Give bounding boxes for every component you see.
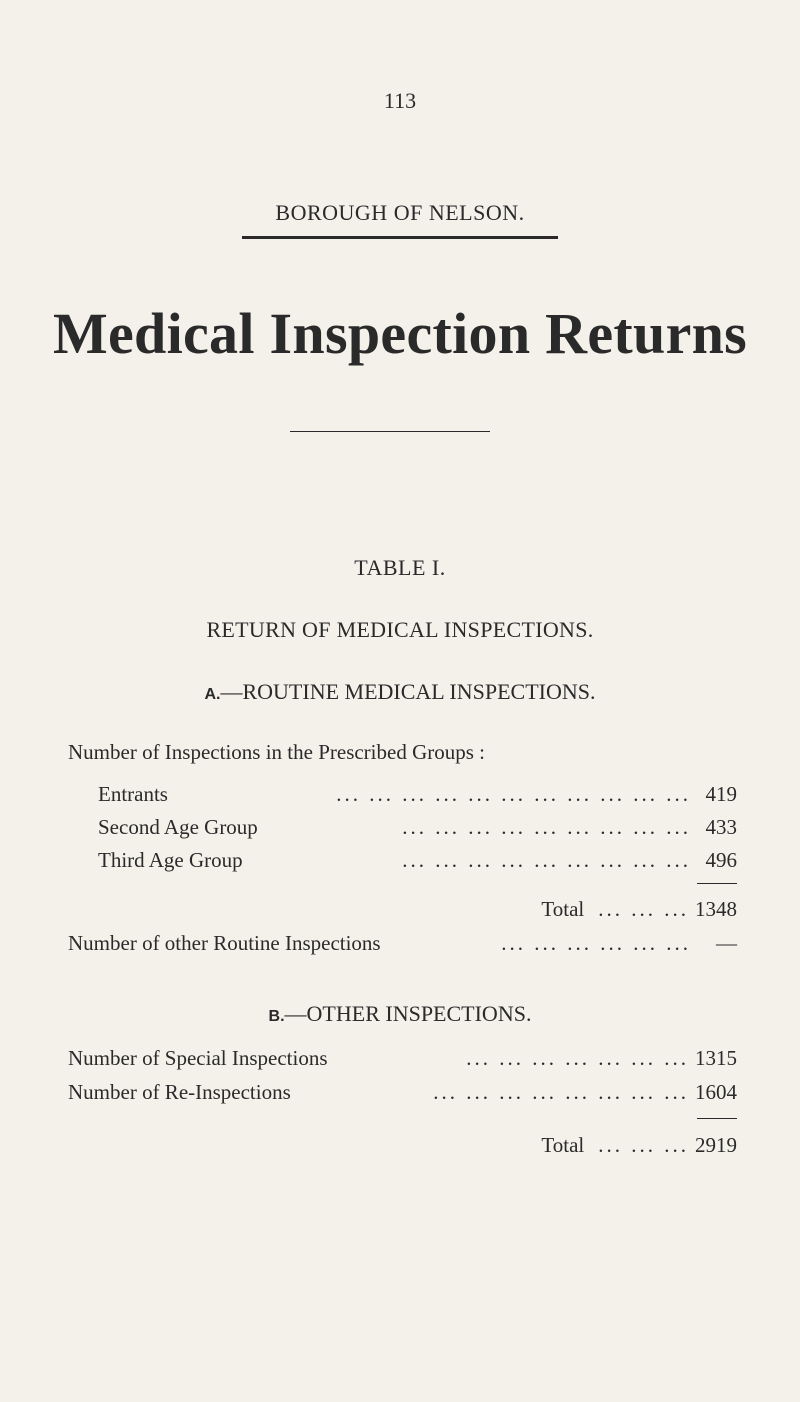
section-b-title: —OTHER INSPECTIONS. — [284, 1001, 532, 1026]
row-label: Second Age Group — [98, 815, 258, 839]
sum-rule — [697, 883, 737, 884]
row-value: 1315 — [695, 1046, 737, 1070]
total-value: 2919 — [695, 1133, 737, 1157]
leader-dots: ... ... ... ... ... ... ... ... — [433, 1080, 689, 1104]
page-title: Medical Inspection Returns — [52, 301, 748, 366]
table-row-re-inspections — [68, 1080, 737, 1105]
table-label: TABLE I. — [354, 555, 446, 580]
row-label: Number of Re-Inspections — [68, 1080, 291, 1104]
table-row-entrants — [98, 782, 737, 807]
borough-title: BOROUGH OF NELSON. — [275, 200, 525, 225]
leader-dots: ... ... ... ... ... ... ... ... ... ... ... — [336, 782, 691, 806]
row-value: 496 — [705, 848, 737, 872]
other-total-row — [300, 1133, 737, 1158]
leader-dots: ... ... ... — [598, 897, 689, 921]
table-row-other-routine — [68, 931, 737, 956]
row-label: Entrants — [98, 782, 168, 806]
leader-dots: ... ... ... ... ... ... — [501, 931, 691, 955]
routine-total-row — [300, 897, 737, 922]
total-value: 1348 — [695, 897, 737, 921]
row-value: 419 — [705, 782, 737, 806]
section-a-title: —ROUTINE MEDICAL INSPECTIONS. — [220, 679, 596, 704]
total-label: Total — [541, 1133, 585, 1157]
section-a-heading — [0, 679, 800, 705]
sum-rule — [697, 1118, 737, 1119]
prescribed-groups-heading: Number of Inspections in the Prescribed Groups : — [68, 740, 485, 764]
section-a-letter: A. — [204, 686, 221, 703]
section-b-letter: B. — [268, 1008, 285, 1025]
return-title: RETURN OF MEDICAL INSPECTIONS. — [206, 617, 594, 642]
page-number: 113 — [383, 88, 417, 113]
leader-dots: ... ... ... ... ... ... ... ... ... — [402, 815, 691, 839]
row-label: Third Age Group — [98, 848, 243, 872]
row-value: — — [716, 931, 737, 955]
row-label: Number of Special Inspections — [68, 1046, 328, 1070]
leader-dots: ... ... ... — [598, 1133, 689, 1157]
row-label: Number of other Routine Inspections — [68, 931, 381, 955]
leader-dots: ... ... ... ... ... ... ... — [466, 1046, 689, 1070]
table-row-special-inspections — [68, 1046, 737, 1071]
title-underline — [242, 236, 558, 239]
section-divider — [290, 431, 490, 432]
row-value: 1604 — [695, 1080, 737, 1104]
table-row-third-age-group — [98, 848, 737, 873]
row-value: 433 — [705, 815, 737, 839]
section-b-heading — [0, 1001, 800, 1027]
leader-dots: ... ... ... ... ... ... ... ... ... — [402, 848, 691, 872]
table-row-second-age-group — [98, 815, 737, 840]
total-label: Total — [541, 897, 585, 921]
